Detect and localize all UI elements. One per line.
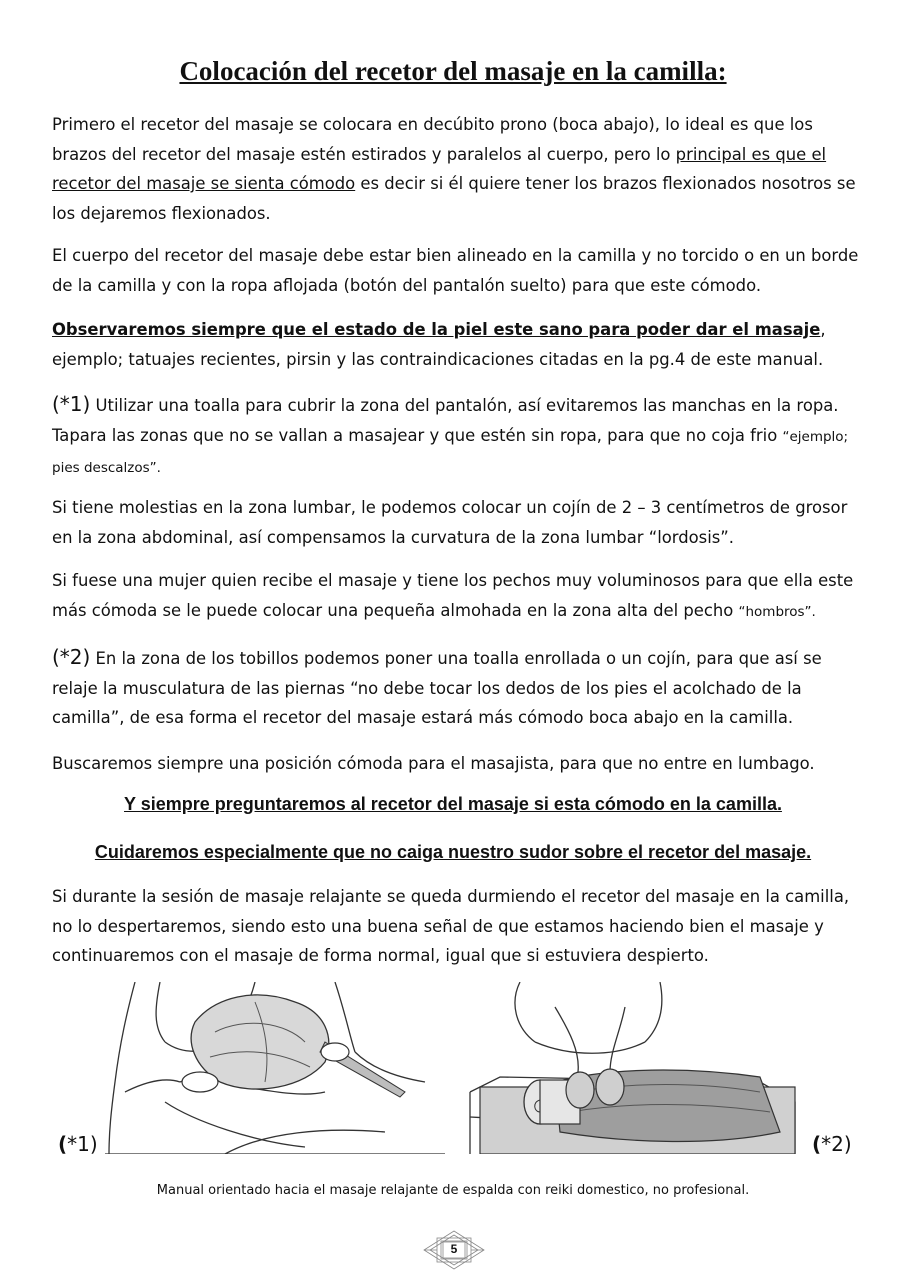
paragraph-lumbar: Si tiene molestias en la zona lumbar, le podemos colocar un cojín de 2 – 3 centímetros de grosor en la zona abdominal, así compensamos la curvatura de la zona lumbar “lordosis”. [52,498,848,547]
page-number: 5 [450,1242,458,1256]
underlined-phrase: principal es que el recetor del masaje se sienta cómodo [52,144,827,193]
note-marker-1: (*1) [52,392,91,416]
paragraph-position [52,110,862,228]
emphasis-sweat: Cuidaremos especialmente que no caiga nuestro sudor sobre el recetor del masaje. [94,842,812,862]
note-marker-2: (*2) [52,645,91,669]
paragraph-masseur-comfort: Buscaremos siempre una posición cómoda para el masajista, para que no entre en lumbago. [52,754,815,773]
paragraph-text: Si fuese una mujer quien recibe el masaje y tiene los pechos muy voluminosos para que ella este más cómoda se le puede colocar una pequeña almohada en la zona alta del pecho [52,571,854,620]
small-text: “ejemplo; pies descalzos”. [52,428,849,476]
rolled-towel-illustration [460,982,805,1154]
page-number-badge [423,1230,485,1270]
illustration-label-2: (*2) [812,1132,852,1156]
footer-note: Manual orientado hacia el masaje relajante de espalda con reiki domestico, no profesional. [156,1183,750,1198]
towel-cover-illustration [105,982,455,1154]
bold-underlined-phrase: Observaremos siempre que el estado de la piel este sano para poder dar el masaje [52,320,821,339]
paragraph-ankles [52,643,862,733]
paragraph-towel [52,390,862,484]
paragraph-text: En la zona de los tobillos podemos poner una toalla enrollada o un cojín, para que así se relaje la musculatura de las piernas “no debe tocar los dedos de los pies el acolchado de la camilla”, de esa forma el recetor del masaje estará más cómodo boca abajo en la camilla. [52,649,822,727]
emphasis-ask-comfort: Y siempre preguntaremos al recetor del masaje si esta cómodo en la camilla. [124,794,782,814]
paragraph-text: , ejemplo; tatuajes recientes, pirsin y las contraindicaciones citadas en la pg.4 de este manual. [52,320,826,369]
paragraph-text: es decir si él quiere tener los brazos flexionados nosotros se los dejaremos flexionados. [52,174,856,223]
small-text: “hombros”. [738,603,816,620]
paragraph-alignment: El cuerpo del recetor del masaje debe estar bien alineado en la camilla y no torcido o en un borde de la camilla y con la ropa aflojada (botón del pantalón suelto) para que este cómodo. [52,246,859,295]
paragraph-text: Primero el recetor del masaje se colocara en decúbito prono (boca abajo), lo ideal es que los brazos del recetor del masaje estén estirados y paralelos al cuerpo, pero lo [52,115,813,164]
paragraph-skin-check [52,315,862,374]
paragraph-text: Utilizar una toalla para cubrir la zona del pantalón, así evitaremos las manchas en la ropa. Tapara las zonas que no se vallan a masajear y que estén sin ropa, para que no coja frio [52,396,839,445]
illustration-label-1: (*1) [58,1132,98,1156]
paragraph-sleeping: Si durante la sesión de masaje relajante se queda durmiendo el recetor del masaje en la camilla, no lo despertaremos, siendo esto una buena señal de que estamos haciendo bien el masaje y continuaremos con el masaje de forma normal, igual que si estuviera despierto. [52,887,850,965]
paragraph-chest [52,566,862,627]
page-title: Colocación del recetor del masaje en la camilla: [179,56,727,86]
